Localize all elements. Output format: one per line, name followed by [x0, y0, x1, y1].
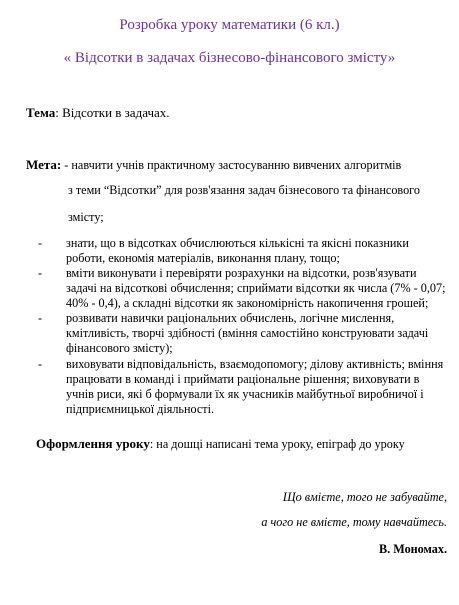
goal-line-1: [26, 157, 401, 173]
lesson-subtitle: « Відсотки в задачах бізнесово-фінансового змісту»: [63, 50, 396, 66]
bullet-4-line-4: підприємницької діяльності.: [66, 402, 215, 416]
bullet-marker: -: [38, 311, 43, 325]
bullet-3-line-1: розвивати навички раціональних обчислень, логічне мислення,: [66, 311, 395, 325]
bullet-marker: -: [38, 266, 43, 280]
topic-text: : Відсотки в задачах.: [55, 105, 170, 120]
epigraph-line-2: а чого не вмієте, тому навчайтесь.: [261, 515, 447, 529]
bullet-1-line-1: знати, що в відсотках обчислюються кількісні та якісні показники: [66, 236, 409, 250]
topic-line: [26, 105, 170, 121]
goal-line-3: змісту;: [68, 210, 104, 224]
design-label: Оформлення уроку: [36, 436, 150, 451]
bullet-marker: -: [38, 236, 43, 250]
bullet-4-line-2: працювати в команді і приймати раціональне рішення; виховувати в: [66, 372, 420, 386]
bullet-4-line-3: учнів риси, які б формували їх як учасників майбутньої виробничої і: [66, 387, 424, 401]
topic-label: Тема: [26, 105, 56, 120]
goal-line-2: з теми “Відсотки” для розв'язання задач бізнесового та фінансового: [68, 183, 420, 197]
bullet-1-line-2: роботи, економія матеріалів, виконання плану, тощо;: [66, 251, 340, 265]
lesson-title: Розробка уроку математики (6 кл.): [119, 17, 340, 33]
epigraph-author: В. Мономах.: [379, 542, 447, 556]
bullet-marker: -: [38, 357, 43, 371]
bullet-2-line-3: 40% - 0,4), а складні відсотки як закономірність накопичення грошей;: [66, 296, 429, 310]
epigraph-line-1: Що вмієте, того не забувайте,: [282, 490, 447, 504]
bullet-3-line-2: кмітливість, творчі здібності (вміння самостійно конструювати задачі: [66, 326, 429, 340]
bullet-2-line-1: вміти виконувати і перевіряти розрахунки на відсотки, розв'язувати: [66, 266, 417, 280]
bullet-4-line-1: виховувати відповідальність, взаємодопомогу; ділову активність; вміння: [66, 357, 444, 371]
design-line: [36, 436, 405, 452]
bullet-3-line-3: фінансового змісту);: [66, 341, 173, 355]
goal-label: Мета:: [26, 157, 62, 172]
design-text: : на дошці написані тема уроку, епіграф до уроку: [149, 437, 405, 451]
goal-text-1: - навчити учнів практичному застосуванню вивчених алгоритмів: [61, 158, 402, 172]
bullet-2-line-2: задачі на відсоткові обчислення; сприймати відсотки як числа (7% - 0,07;: [66, 281, 446, 295]
